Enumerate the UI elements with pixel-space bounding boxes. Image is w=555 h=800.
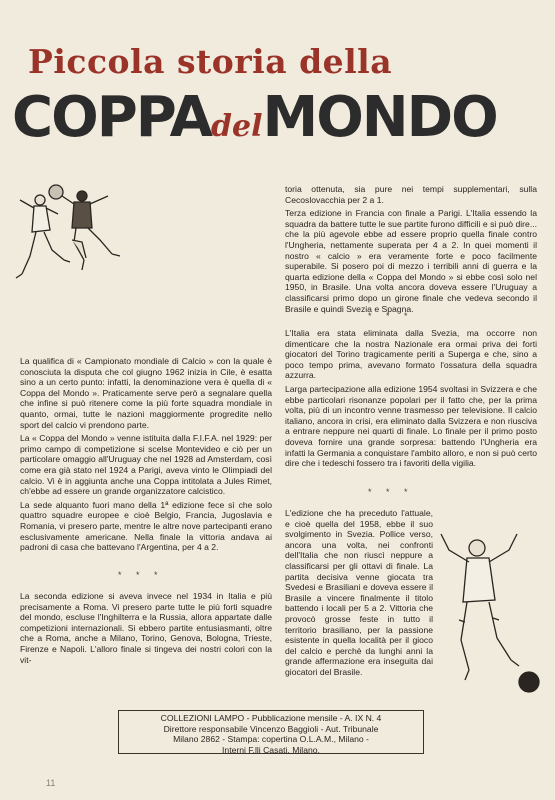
title-line-2: [12, 84, 542, 152]
article-column-left-top: [20, 356, 272, 556]
article-paragraph: La seconda edizione si aveva invece nel 1934 in Italia e più precisamente a Roma. Vi presero parte tutte le più forti squadre del mondo, escluse l'Inghilterra e la Russia, allora appartate dalle competizioni internazionali. Si ebbero partite entusiasmanti, oltre che a Roma, anche a Milano, Torino, Genova, Bologna, Trieste, Firenze e Napoli. L'alloro finale si tingeva dei nostri colori con la vit-: [20, 591, 272, 665]
article-column-right-bottom: [285, 508, 433, 681]
article-paragraph: toria ottenuta, sia pure nei tempi supplementari, sulla Cecoslovacchia per 2 a 1.: [285, 184, 537, 205]
section-separator: * * *: [368, 311, 414, 321]
section-separator: * * *: [118, 570, 164, 580]
page-number: 11: [46, 778, 56, 788]
article-paragraph: La « Coppa del Mondo » venne istituita dalla F.I.F.A. nel 1929: per primo campo di competizione si scelse Montevideo e ciò per un particolare omaggio all'Uruguay che nel 1928 ad Amsterdam, così come era già stato nel 1924 a Parigi, aveva vinto le Olimpiadi del calcio. Vi è in aggiunta anche una Coppa intitolata a Jules Rimet, ch'ebbe ad essere un grande organizzatore calcistico.: [20, 433, 272, 497]
title-word-coppa: COPPA: [12, 85, 211, 150]
title-line-1: Piccola storia della: [28, 42, 393, 81]
article-column-right-middle: [285, 328, 537, 472]
colophon-box: [118, 710, 424, 754]
colophon-line: Interni F.lli Casati, Milano.: [222, 744, 320, 755]
article-column-right-top: [285, 184, 537, 317]
title-word-mondo: MONDO: [262, 85, 497, 150]
colophon-line: Milano 2862 - Stampa: copertina O.L.A.M., Milano -: [173, 734, 369, 745]
section-separator: * * *: [368, 487, 414, 497]
colophon-line: COLLEZIONI LAMPO - Pubblicazione mensile - A. IX N. 4: [160, 713, 382, 723]
goalkeeper-illustration: [425, 520, 550, 710]
article-paragraph: L'Italia era stata eliminata dalla Svezia, ma occorre non dimenticare che la nostra Nazionale era ormai priva dei forti giocatori del Torino tragicamente periti a Superga e che, sino a poco tempo prima, avevano formato l'ossatura della squadra azzurra.: [285, 328, 537, 381]
article-paragraph: L'edizione che ha preceduto l'attuale, e cioè quella del 1958, ebbe il suo svolgimento in Svezia. Pollice verso, ancora una volta, nei confronti dell'Italia che non riuscì neppure a classificarsi per gli ottavi di finale. La partita decisiva venne giocata tra Svedesi e Brasiliani e doveva essere il Brasile a vincere finalmente il titolo battendo i locali per 5 a 2. Vittoria che provocò grosse feste in tutto il territorio brasiliano, per la passione esistente in quella località per il gioco del calcio e perchè da lunghi anni la grande affermazione era inseguita dai giocatori del Brasile.: [285, 508, 433, 677]
colophon-line: Direttore responsabile Vincenzo Baggioli - Aut. Tribunale: [163, 723, 379, 734]
footballers-header-illustration: [12, 178, 174, 288]
article-paragraph: Terza edizione in Francia con finale a Parigi. L'Italia essendo la squadra da battere tutte le sue partite furono difficili e si può dire... che la più agevole ebbe ad essere proprio quella finale contro l'Ungheria, nettamente superata per 4 a 2. In quei momenti il nostro « calcio » era veramente forte e poco facilmente superabile. Si posero poi di mezzo i terribili anni di guerra e la quarta edizione della « Coppa del Mondo » si ebbe così solo nel 1950, in Brasile. Una volta ancora doveva essere l'Uruguay a classificarsi primo dopo un girone finale che vedeva secondo il Brasile e quindi Svezia e Spagna.: [285, 208, 537, 314]
article-column-left-bottom: [20, 591, 272, 668]
article-paragraph: La qualifica di « Campionato mondiale di Calcio » con la quale è conosciuta la disputa che col giugno 1962 inizia in Cile, è esatta sino a un certo punto: infatti, la denominazione vera è quella di « Coppa del Mondo ». Praticamente serve però a segnalare quella che infine si può ritenere come la più forte squadra mondiale in quanto, ormai, tutte le nazioni maggiormente progredite nello sport del calcio vi prendono parte.: [20, 356, 272, 430]
article-paragraph: La sede alquanto fuori mano della 1ª edizione fece sì che solo quattro squadre europee e cioè Belgio, Francia, Jugoslavia e Romania, vi presero parte, mentre le altre nove partecipanti erano esclusivamente americane. Nella finale la vittoria andava ai padroni di casa che battevano l'Argentina, per 4 a 2.: [20, 499, 272, 553]
title-word-del: del: [211, 109, 263, 144]
article-paragraph: Larga partecipazione alla edizione 1954 svoltasi in Svizzera e che ebbe particolari risonanze popolari per il fatto che, per la prima volta, più di un incontro venne trasmesso per televisione. Il calcio italiano, ancora in crisi, era eliminato dalla Svizzera e non riusciva a entrare neppure nei quarti di finale. Lo finale per il primo posto doveva fornire una grande sorpresa: battendo l'Ungheria era infatti la Germania a conquistare l'ambito alloro, e non si può certo dire che i tedeschi fossero tra i favoriti della vigilia.: [285, 383, 537, 469]
